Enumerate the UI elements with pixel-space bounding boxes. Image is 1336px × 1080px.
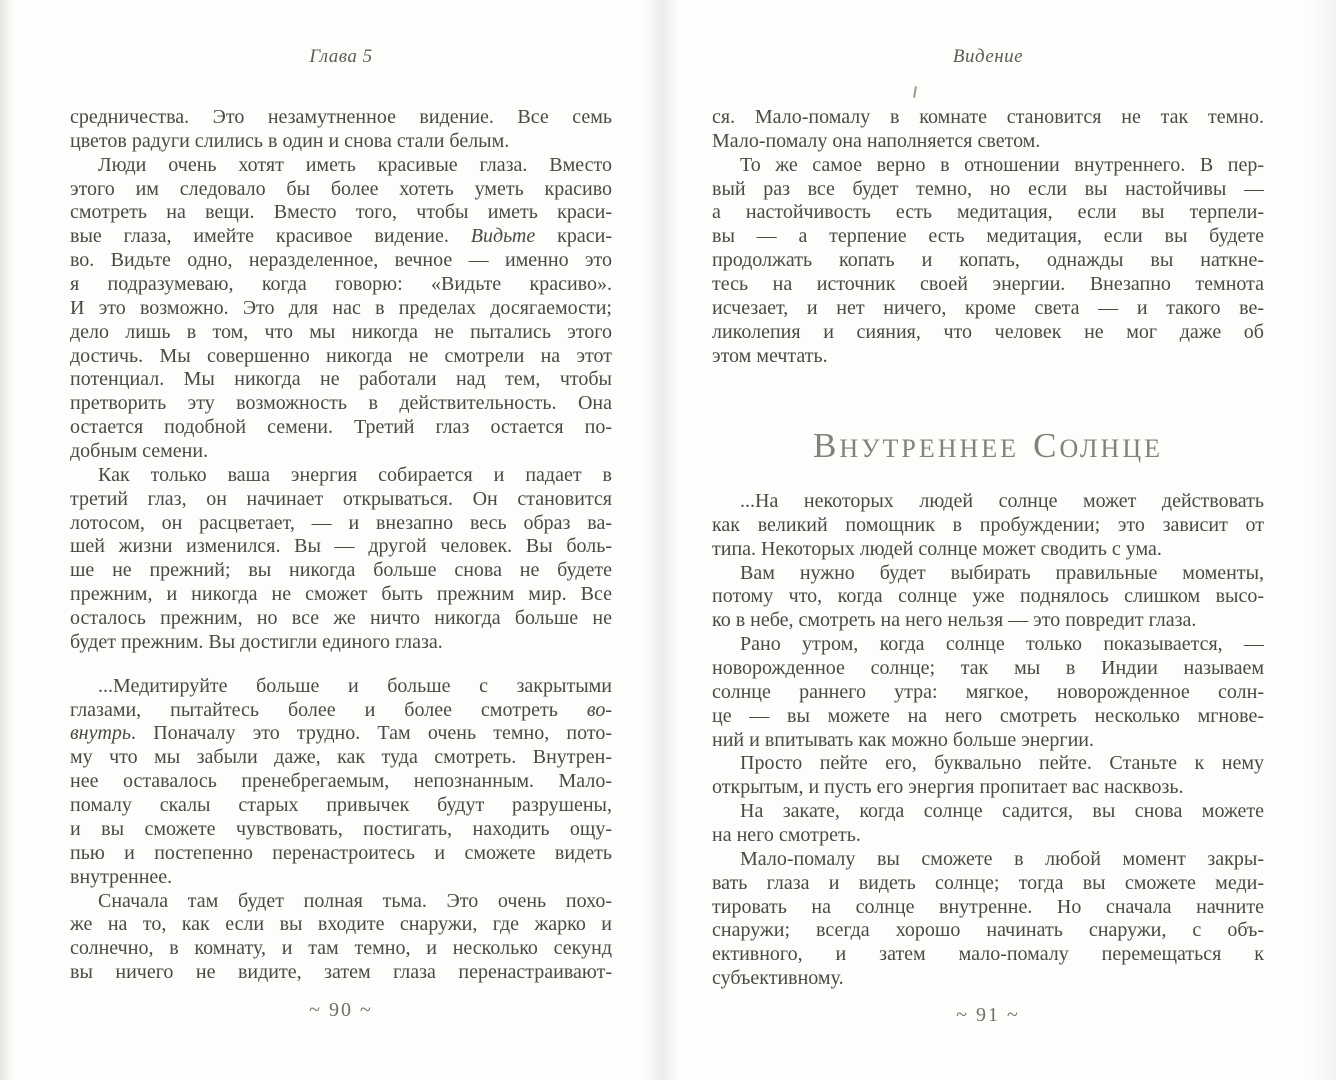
text-line: внутреннее. [70,865,173,888]
text-line: помалу скалы старых привычек будут разрушены, [70,794,612,817]
text-line: ...Медитируйте больше и больше с закрытыми [98,674,612,697]
text-line: ше не прежний; вы никогда больше снова не будете [70,559,612,582]
text-line: типа. Некоторых людей солнце может сводить с ума. [712,537,1162,560]
text-line: во. Видьте одно, неразделенное, вечное — именно это [70,249,612,272]
text-line: и вы сможете чувствовать, постигать, находить ощу- [70,817,612,840]
text-line: потому что, когда солнце уже поднялось слишком высо- [712,585,1264,608]
text-line: исчезает, и нет ничего, кроме света — и такого ве- [712,296,1264,319]
text-line: а настойчивость есть медитация, если вы терпели- [712,201,1264,224]
text-line: То же самое верно в отношении внутреннего. В пер- [740,153,1264,176]
text-line: претворить эту возможность в действительность. Она [70,392,612,415]
text-line: смотреть на вещи. Вместо того, чтобы иметь краси- [70,201,612,224]
page-number-left: ~ 90 ~ [309,999,373,1021]
text-line: це — вы можете на него смотреть несколько мгнове- [712,704,1264,727]
text-line: вы ничего не видите, затем глаза перенастраивают- [70,961,612,984]
left-page [70,0,612,1080]
text-line: ся. Мало-помалу в комнате становится не так темно. [712,106,1264,128]
text-line: ликолепия и сияния, что человек не мог даже об [712,320,1264,343]
text-line: ко в небе, смотреть на него нельзя — это повредит глаза. [712,609,1197,632]
page-edge-left [0,0,14,1080]
text-line: прежним, и никогда не сможет быть прежним мир. Все [70,583,612,606]
text-line: тесь на источник своей энергии. Внезапно темнота [712,273,1264,296]
text-line: открытым, и пусть его энергия пропитает вас насквозь. [712,776,1184,799]
text-line: новорожденное солнце; так мы в Индии называем [712,657,1264,680]
text-line: средничества. Это незамутненное видение. Все семь [70,106,612,128]
text-line: Люди очень хотят иметь красивые глаза. Вместо [98,153,612,176]
text-line: достичь. Мы совершенно никогда не смотрели на этот [70,344,612,367]
text-line: этом мечтать. [712,344,828,367]
text-line: солнечно, в комнату, и там темно, и несколько секунд [70,937,612,960]
text-line: вые глаза, имейте красивое видение. Видьте краси- [70,225,612,248]
text-line: Вам нужно будет выбирать правильные моменты, [740,561,1264,584]
text-line: На закате, когда солнце садится, вы снова можете [740,800,1264,823]
text-line: вы — а терпение есть медитация, если вы будете [712,225,1264,248]
text-line: добным семени. [70,440,209,463]
text-line: глазами, пытайтесь более и более смотреть во- [70,698,612,721]
text-line: И это возможно. Это для нас в пределах досягаемости; [70,296,612,319]
section-heading: ВНУТРЕННЕЕ СОЛНЦЕ [812,426,1163,465]
text-line: потенциал. Мы никогда не работали над тем, чтобы [70,368,612,391]
text-line: вый раз все будет темно, но если вы настойчивы — [712,177,1264,200]
text-line: как великий помощник в пробуждении; это зависит от [712,513,1264,536]
text-line: Сначала там будет полная тьма. Это очень похо- [98,889,612,912]
text-line: дело лишь в том, что мы никогда не пытались этого [70,320,612,343]
text-line: ний и впитывать как можно больше энергии. [712,728,1094,751]
book-gutter-shadow [645,0,679,1080]
text-line: Просто пейте его, буквально пейте. Станьте к нему [740,752,1264,775]
text-line: цветов радуги слились в один и снова стали белым. [70,129,510,152]
text-line: тировать на солнце внутренне. Но сначала начните [712,895,1264,918]
text-line: Мало-помалу вы сможете в любой момент закры- [740,847,1264,870]
text-line: третий глаз, он начинает открываться. Он становится [70,487,612,510]
text-line: будет прежним. Вы достигли единого глаза. [70,630,443,653]
text-line: Как только ваша энергия собирается и падает в [98,463,612,486]
text-line: Рано утром, когда солнце только показывается, — [740,633,1264,656]
left-page-body [70,106,612,985]
text-line: этого им следовало бы более хотеть уметь красиво [70,177,612,200]
page-edge-right [1310,0,1336,1080]
right-page-body-top [712,106,1264,368]
text-line: му что мы забыли даже, как туда смотреть. Внутрен- [70,746,612,769]
text-line: шей жизни изменился. Вы — другой человек. Вы боль- [70,535,612,558]
text-line: осталось прежним, но все же ничто никогда больше не [70,607,612,630]
text-line: субъективному. [712,967,844,990]
text-line: же на то, как если вы входите снаружи, где жарко и [70,913,612,936]
text-line: ...На некоторых людей солнце может действовать [740,490,1264,512]
right-page [712,0,1264,1080]
text-line: на него смотреть. [712,824,861,847]
text-line: пью и постепенно перенастроитесь и сможете видеть [70,841,612,864]
text-line: лотосом, он расцветает, — и внезапно весь образ ва- [70,511,612,534]
text-line: остается подобной семени. Третий глаз остается по- [70,416,612,439]
text-line: солнце раннего утра: мягкое, новорожденное солн- [712,680,1264,703]
page-number-right: ~ 91 ~ [956,1004,1020,1026]
text-line: продолжать копать и копать, однажды вы наткне- [712,249,1264,272]
text-line: ективного, и затем мало-помалу перемещаться к [712,943,1264,966]
running-head-left: Глава 5 [309,46,373,67]
text-line: нее оставалось пренебрегаемым, непознанным. Мало- [70,770,612,793]
text-line: я подразумеваю, когда говорю: «Видьте красиво». [70,273,612,296]
text-line: вать глаза и видеть солнце; тогда вы сможете меди- [712,871,1264,894]
running-head-right: Видение [952,46,1024,67]
text-line: внутрь. Поначалу это трудно. Там очень темно, пото- [70,722,612,745]
right-page-body-bottom [712,490,1264,991]
text-line: Мало-помалу она наполняется светом. [712,129,1041,152]
text-line: снаружи; всегда хорошо начинать снаружи, с объ- [712,919,1264,942]
